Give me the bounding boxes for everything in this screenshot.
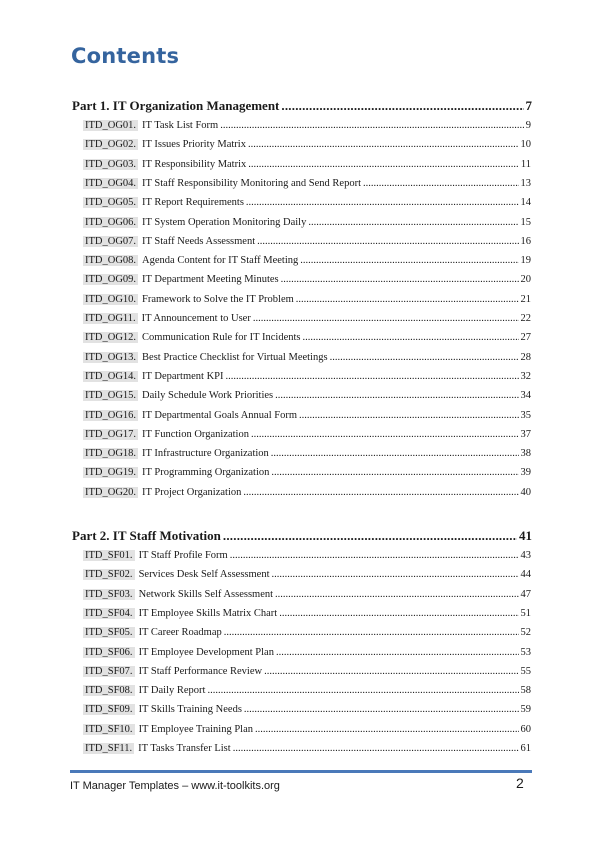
entry-page-number: 13 <box>520 177 531 189</box>
part-heading-label: Part 2. IT Staff Motivation <box>72 528 221 543</box>
entry-page-number: 9 <box>525 120 531 131</box>
entry-page-number: 51 <box>520 607 531 619</box>
dot-leader <box>264 666 518 677</box>
toc-entry[interactable] <box>83 217 531 232</box>
dot-leader <box>243 487 518 498</box>
entry-page-number: 53 <box>520 646 531 658</box>
dot-leader <box>276 647 519 658</box>
entry-label: IT Report Requirements <box>142 197 244 209</box>
entry-page-number: 47 <box>520 588 531 600</box>
entry-label: IT Programming Organization <box>142 467 270 479</box>
dot-leader <box>363 178 519 189</box>
entry-page-number: 20 <box>520 274 531 286</box>
entry-code: ITD_SF08. <box>85 685 133 697</box>
dot-leader <box>281 98 523 114</box>
page-title: Contents <box>71 44 180 68</box>
entry-page-number: 16 <box>520 235 531 247</box>
dot-leader <box>272 569 519 580</box>
entry-label: IT Employee Training Plan <box>138 723 253 735</box>
entry-code: ITD_OG07. <box>85 235 137 247</box>
entry-page-number: 28 <box>520 351 531 363</box>
toc-entry[interactable] <box>83 429 531 444</box>
footer-text: IT Manager Templates – www.it-toolkits.org <box>70 780 280 792</box>
entry-label: IT Task List Form <box>142 120 219 131</box>
toc-entry[interactable] <box>83 274 531 289</box>
entry-page-number: 22 <box>520 313 531 324</box>
dot-leader <box>248 139 519 150</box>
entry-label: IT Staff Profile Form <box>138 550 228 561</box>
entry-code: ITD_OG15. <box>85 390 137 402</box>
part-heading-label: Part 1. IT Organization Management <box>72 98 280 113</box>
entry-code: ITD_OG02. <box>85 139 137 151</box>
toc-entry[interactable] <box>83 467 531 482</box>
entry-page-number: 14 <box>520 197 531 209</box>
entry-code: ITD_OG12. <box>85 332 137 344</box>
entry-label: IT System Operation Monitoring Daily <box>142 216 307 228</box>
entry-code: ITD_OG06. <box>85 216 137 228</box>
entry-label: IT Staff Needs Assessment <box>142 235 256 247</box>
dot-leader <box>330 352 519 363</box>
entry-label: IT Skills Training Needs <box>138 704 242 716</box>
toc-entry[interactable] <box>83 178 531 193</box>
toc-entry[interactable] <box>83 627 531 642</box>
part-page-number: 41 <box>519 528 532 543</box>
entry-page-number: 10 <box>520 139 531 151</box>
dot-leader <box>281 274 519 285</box>
toc-entry[interactable] <box>83 294 531 309</box>
dot-leader <box>303 332 519 343</box>
entry-label: IT Announcement to User <box>141 313 251 324</box>
entry-label: IT Department Meeting Minutes <box>142 274 279 286</box>
entry-code: ITD_OG13. <box>85 351 137 363</box>
entry-code: ITD_OG09. <box>85 274 137 286</box>
toc-entry[interactable] <box>83 550 531 565</box>
dot-leader <box>253 313 519 324</box>
dot-leader <box>308 217 518 228</box>
toc-part-heading[interactable] <box>72 98 532 114</box>
dot-leader <box>223 528 517 544</box>
dot-leader <box>251 429 519 440</box>
entry-code: ITD_OG04. <box>85 177 137 189</box>
entry-label: IT Infrastructure Organization <box>142 448 269 460</box>
entry-label: IT Departmental Goals Annual Form <box>142 409 297 421</box>
dot-leader <box>246 197 519 208</box>
entry-page-number: 27 <box>520 332 531 344</box>
entry-label: IT Staff Responsibility Monitoring and Send Report <box>142 177 361 189</box>
dot-leader <box>275 390 518 401</box>
dot-leader <box>230 550 519 561</box>
entry-page-number: 11 <box>520 158 531 170</box>
toc-entry[interactable] <box>83 448 531 463</box>
entry-page-number: 58 <box>520 685 531 697</box>
entry-label: IT Employee Development Plan <box>138 646 274 658</box>
entry-label: Best Practice Checklist for Virtual Meetings <box>142 351 328 363</box>
toc-entry[interactable] <box>83 371 531 386</box>
entry-page-number: 39 <box>520 467 531 479</box>
entry-label: IT Staff Performance Review <box>138 665 263 677</box>
toc-entry[interactable] <box>83 390 531 405</box>
toc-entry[interactable] <box>83 159 531 174</box>
toc-part-heading[interactable] <box>72 528 532 544</box>
toc-entry[interactable] <box>83 487 531 502</box>
dot-leader <box>233 743 519 754</box>
entry-code: ITD_OG18. <box>85 448 137 460</box>
entry-code: ITD_SF07. <box>85 665 133 677</box>
entry-code: ITD_SF06. <box>85 646 133 658</box>
entry-page-number: 43 <box>520 550 531 561</box>
entry-code: ITD_OG16. <box>85 409 137 421</box>
entry-code: ITD_OG08. <box>85 255 137 267</box>
entry-page-number: 34 <box>520 390 531 402</box>
dot-leader <box>226 371 519 382</box>
entry-label: Agenda Content for IT Staff Meeting <box>142 255 299 267</box>
toc-entry[interactable] <box>83 724 531 739</box>
dot-leader <box>271 467 518 478</box>
entry-page-number: 55 <box>520 665 531 677</box>
toc-entry[interactable] <box>83 647 531 662</box>
entry-code: ITD_OG19. <box>85 467 137 479</box>
entry-page-number: 35 <box>520 409 531 421</box>
dot-leader <box>257 236 518 247</box>
entry-page-number: 40 <box>520 486 531 498</box>
entry-label: IT Tasks Transfer List <box>138 743 231 754</box>
entry-page-number: 60 <box>520 723 531 735</box>
toc-entry[interactable] <box>83 313 531 328</box>
entry-page-number: 44 <box>520 569 531 581</box>
entry-page-number: 37 <box>520 428 531 440</box>
entry-label: Network Skills Self Assessment <box>138 588 274 600</box>
entry-page-number: 21 <box>520 293 531 305</box>
footer-rule <box>70 770 532 773</box>
entry-page-number: 32 <box>520 370 531 382</box>
entry-code: ITD_SF01. <box>85 550 133 561</box>
toc-entry[interactable] <box>83 608 531 623</box>
toc-entry[interactable] <box>83 139 531 154</box>
entry-code: ITD_SF02. <box>85 569 133 581</box>
entry-label: IT Department KPI <box>142 370 224 382</box>
toc-entry[interactable] <box>83 589 531 604</box>
dot-leader <box>279 608 518 619</box>
entry-code: ITD_OG05. <box>85 197 137 209</box>
entry-code: ITD_SF10. <box>85 723 133 735</box>
entry-label: IT Employee Skills Matrix Chart <box>138 607 278 619</box>
entry-code: ITD_SF03. <box>85 588 133 600</box>
dot-leader <box>220 120 524 131</box>
entry-code: ITD_OG01. <box>85 120 137 131</box>
toc-entry[interactable] <box>83 352 531 367</box>
entry-label: IT Issues Priority Matrix <box>142 139 246 151</box>
dot-leader <box>296 294 519 305</box>
entry-code: ITD_OG11. <box>85 313 136 324</box>
toc-entry[interactable] <box>83 666 531 681</box>
dot-leader <box>255 724 519 735</box>
entry-label: IT Responsibility Matrix <box>142 158 247 170</box>
entry-label: IT Function Organization <box>142 428 249 440</box>
entry-code: ITD_OG03. <box>85 158 137 170</box>
toc-entry[interactable] <box>83 569 531 584</box>
dot-leader <box>299 410 519 421</box>
entry-label: Communication Rule for IT Incidents <box>142 332 301 344</box>
toc-entry[interactable] <box>83 704 531 719</box>
entry-code: ITD_SF09. <box>85 704 133 716</box>
entry-code: ITD_OG10. <box>85 293 137 305</box>
entry-label: IT Daily Report <box>138 685 206 697</box>
toc-entry[interactable] <box>83 743 531 758</box>
entry-code: ITD_SF05. <box>85 627 133 639</box>
toc-entry[interactable] <box>83 410 531 425</box>
entry-label: Services Desk Self Assessment <box>138 569 270 581</box>
entry-page-number: 61 <box>520 743 531 754</box>
toc-entry[interactable] <box>83 236 531 251</box>
entry-page-number: 52 <box>520 627 531 639</box>
dot-leader <box>244 704 519 715</box>
dot-leader <box>248 159 519 170</box>
entry-page-number: 59 <box>520 704 531 716</box>
entry-code: ITD_SF04. <box>85 607 133 619</box>
entry-page-number: 19 <box>520 255 531 267</box>
entry-code: ITD_OG17. <box>85 428 137 440</box>
entry-label: IT Career Roadmap <box>138 627 222 639</box>
toc-entry[interactable] <box>83 197 531 212</box>
toc-entry[interactable] <box>83 120 531 135</box>
entry-code: ITD_OG14. <box>85 370 137 382</box>
entry-label: Daily Schedule Work Priorities <box>142 390 274 402</box>
entry-code: ITD_SF11. <box>85 743 133 754</box>
footer-page-number: 2 <box>516 775 524 791</box>
entry-code: ITD_OG20. <box>85 486 137 498</box>
dot-leader <box>271 448 519 459</box>
dot-leader <box>300 255 518 266</box>
entry-label: Framework to Solve the IT Problem <box>142 293 294 305</box>
toc-entry[interactable] <box>83 332 531 347</box>
dot-leader <box>224 627 519 638</box>
dot-leader <box>207 685 518 696</box>
toc-entry[interactable] <box>83 685 531 700</box>
entry-page-number: 38 <box>520 448 531 460</box>
dot-leader <box>275 589 518 600</box>
part-page-number: 7 <box>525 98 532 113</box>
entry-label: IT Project Organization <box>142 486 242 498</box>
entry-page-number: 15 <box>520 216 531 228</box>
toc-entry[interactable] <box>83 255 531 270</box>
